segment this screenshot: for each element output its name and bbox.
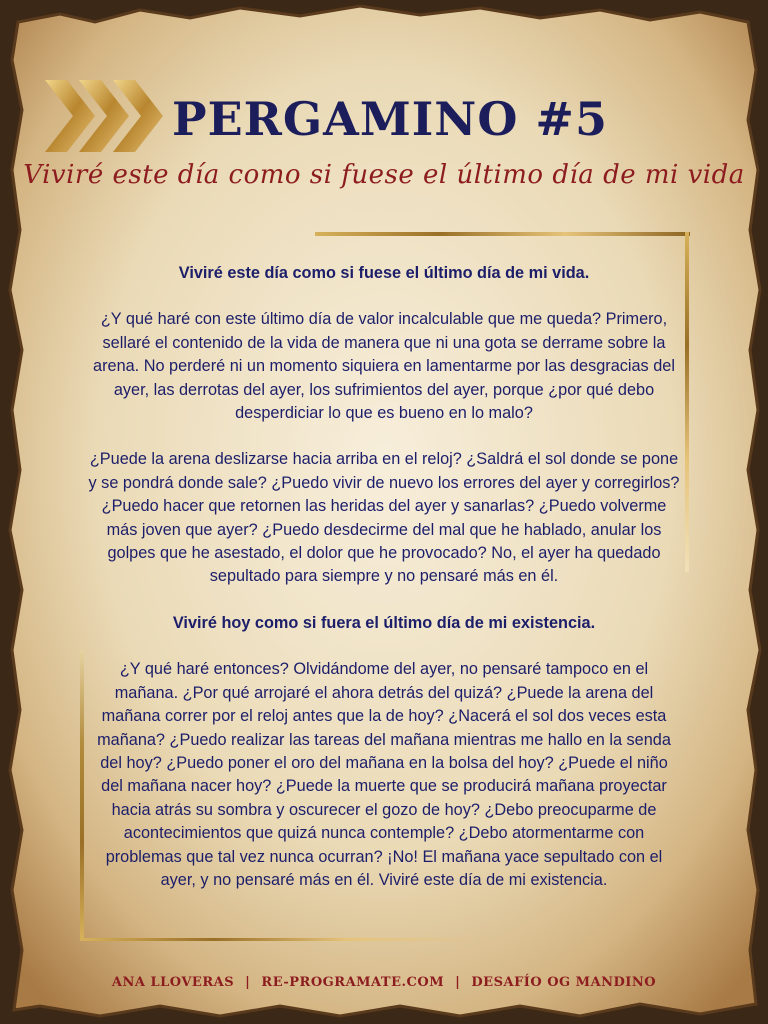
- footer-challenge: DESAFÍO OG MANDINO: [471, 975, 657, 990]
- paragraph-3: ¿Y qué haré entonces? Olvidándome del ayer, no pensaré tampoco en el mañana. ¿Por qué arrojaré el ahora detrás del quizá? ¿Puede la arena del mañana correr por el reloj antes que la de hoy? ¿Nacerá el sol dos veces esta mañana? ¿Puedo realizar las tareas del mañana mientras me hallo en la senda del hoy? ¿Puedo poner el oro del mañana en la bolsa del hoy? ¿Puede el niño del mañana nacer hoy? ¿Puede la muerte que se producirá mañana proyectar hacia atrás su sombra y oscurecer el gozo de hoy? ¿Debo preocuparme de acontecimientos que quizá nunca contemple? ¿Debo atormentarme con problemas que tal vez nunca ocurran? ¡No! El mañana yace sepultado con el ayer, y no pensaré más en él. Viviré este día de mi existencia.: [97, 660, 671, 889]
- gold-frame-top: [315, 232, 690, 236]
- section-heading-2: Viviré hoy como si fuera el último día de mi existencia.: [172, 613, 596, 632]
- gold-frame-bottom: [80, 938, 480, 941]
- footer-author: ANA LLOVERAS: [111, 975, 235, 990]
- paragraph-2: ¿Puede la arena deslizarse hacia arriba en el reloj? ¿Saldrá el sol donde se pone y se pondrá donde sale? ¿Puedo vivir de nuevo los errores del ayer y corregirlos? ¿Puedo hacer que retornen las heridas del ayer y sanarlas? ¿Puedo volverme más joven que ayer? ¿Puedo desdecirme del mal que he hablado, anular los golpes que he asestado, el dolor que he provocado? No, el ayer ha quedado sepultado para siempre y no pensaré más en él.: [88, 450, 680, 586]
- page-title: PERGAMINO #5: [172, 92, 608, 146]
- footer: [0, 975, 768, 990]
- header: [0, 70, 768, 170]
- paragraph-1: ¿Y qué haré con este último día de valor incalculable que me queda? Primero, sellaré el contenido de la vida de manera que ni una gota se derrame sobre la arena. No perderé ni un momento siquiera en lamentarme por las desgracias del ayer, las derrotas del ayer, los sufrimientos del ayer, porque ¿por qué debo desperdiciar lo que es bueno en lo malo?: [93, 310, 675, 423]
- gold-frame-right: [685, 232, 689, 572]
- footer-separator: |: [245, 975, 251, 990]
- gold-frame-left: [80, 650, 84, 940]
- page-subtitle: Viviré este día como si fuese el último día de mi vida: [23, 160, 745, 190]
- footer-website: RE-PROGRAMATE.COM: [261, 975, 445, 990]
- section-heading-1: Viviré este día como si fuese el último día de mi vida.: [178, 264, 590, 282]
- footer-separator: |: [455, 975, 461, 990]
- scroll-text: [88, 262, 680, 915]
- gold-chevrons-icon: [45, 80, 165, 152]
